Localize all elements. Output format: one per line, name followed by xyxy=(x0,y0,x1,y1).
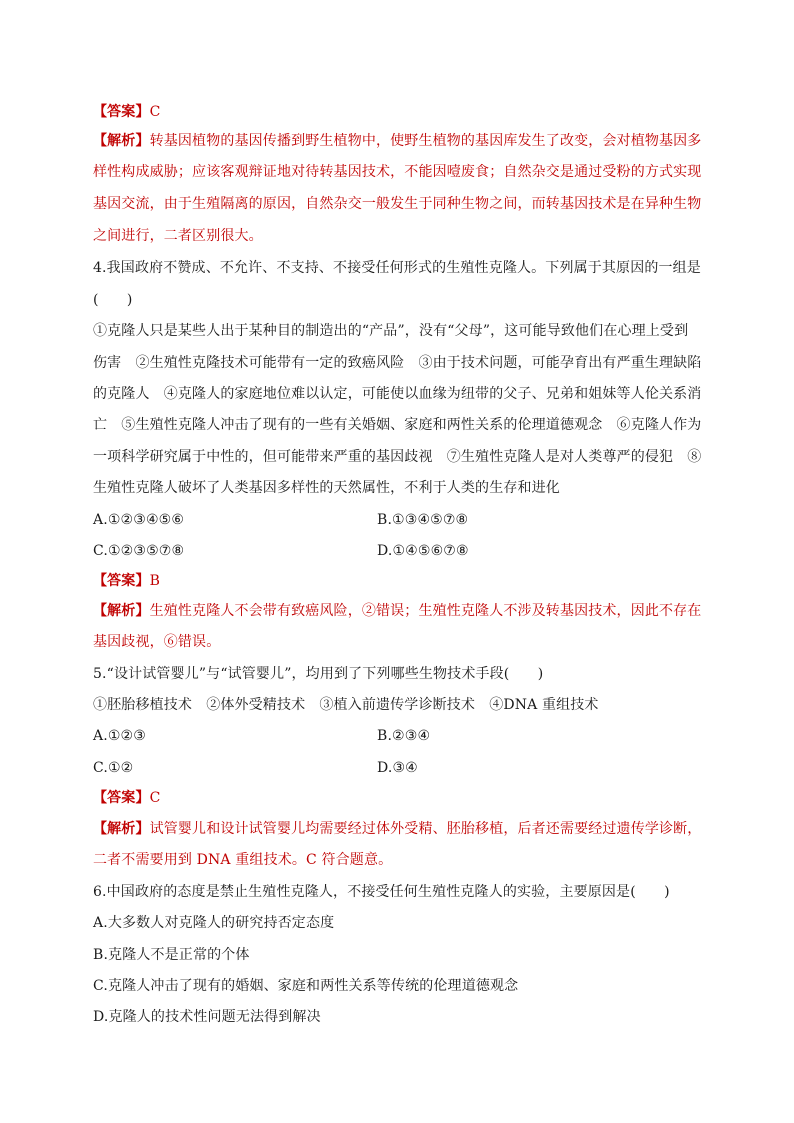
q4-option-a: A.①②③④⑤⑥ xyxy=(93,512,185,528)
q4-stem-line-7: 一项科学研究属于中性的，但可能带来严重的基因歧视 ⑦生殖性克隆人是对人类尊严的侵犯 ⑧ xyxy=(93,449,702,465)
q5-answer-line xyxy=(93,789,705,807)
q6-option-c: C.克隆人冲击了现有的婚姻、家庭和两性关系等传统的伦理道德观念 xyxy=(93,978,519,994)
answer-value: C xyxy=(149,790,161,806)
q6-option-d: D.克隆人的技术性问题无法得到解决 xyxy=(93,1009,321,1025)
q4-stem-line-8: 生殖性克隆人破坏了人类基因多样性的天然属性，不利于人类的生存和进化 xyxy=(93,480,560,496)
q5-stem-line-1: 5.“设计试管婴儿”与“试管婴儿”，均用到了下列哪些生物技术手段( ) xyxy=(93,666,544,682)
answer-value: C xyxy=(149,104,161,120)
q4-analysis-line-2: 基因歧视，⑥错误。 xyxy=(93,634,221,650)
q4-options-row-2 xyxy=(93,542,705,560)
answer-tag: 【答案】 xyxy=(93,790,150,806)
q6-option-b: B.克隆人不是正常的个体 xyxy=(93,947,250,963)
analysis-text: 转基因植物的基因传播到野生植物中，使野生植物的基因库发生了改变，会对植物基因多 xyxy=(149,133,702,149)
q4-stem-line-2: ( ) xyxy=(93,292,133,308)
q5-option-c: C.①② xyxy=(93,760,134,776)
q4-stem-line-4: 伤害 ②生殖性克隆技术可能带有一定的致癌风险 ③由于技术问题，可能孕育出有严重生理缺陷 xyxy=(93,355,702,371)
answer-tag: 【答案】 xyxy=(93,104,150,120)
q4-stem-line-3: ①克隆人只是某些人出于某种目的制造出的“产品”，没有“父母”，这可能导致他们在心理上受到 xyxy=(93,323,689,339)
q4-options-row-1 xyxy=(93,511,705,529)
q4-analysis-line-1 xyxy=(93,602,705,620)
q5-option-b: B.②③④ xyxy=(377,728,431,744)
q5-stem-line-2: ①胚胎移植技术 ②体外受精技术 ③植入前遗传学诊断技术 ④DNA 重组技术 xyxy=(93,697,599,713)
analysis-text: 试管婴儿和设计试管婴儿均需要经过体外受精、胚胎移植，后者还需要经过遗传学诊断， xyxy=(149,821,702,837)
q5-options-row-2 xyxy=(93,759,705,777)
q3-answer-line xyxy=(93,103,705,121)
analysis-tag: 【解析】 xyxy=(93,603,150,619)
q5-options-row-1 xyxy=(93,727,705,745)
q5-option-a: A.①②③ xyxy=(93,728,146,744)
q6-option-a: A.大多数人对克隆人的研究持否定态度 xyxy=(93,915,335,931)
q5-analysis-line-1 xyxy=(93,820,705,838)
q4-stem-line-1: 4.我国政府不赞成、不允许、不支持、不接受任何形式的生殖性克隆人。下列属于其原因的一组是 xyxy=(93,260,701,276)
q4-stem-line-6: 亡 ⑤生殖性克隆人冲击了现有的一些有关婚姻、家庭和两性关系的伦理道德观念 ⑥克隆人作为 xyxy=(93,417,702,433)
answer-tag: 【答案】 xyxy=(93,573,150,589)
q3-analysis-line-1 xyxy=(93,132,705,150)
q4-answer-line xyxy=(93,572,705,590)
q4-option-d: D.①④⑤⑥⑦⑧ xyxy=(377,543,469,559)
q5-option-d: D.③④ xyxy=(377,760,418,776)
q4-option-c: C.①②③⑤⑦⑧ xyxy=(93,543,185,559)
q6-stem: 6.中国政府的态度是禁止生殖性克隆人，不接受任何生殖性克隆人的实验，主要原因是( ) xyxy=(93,884,670,900)
q3-analysis-line-3: 基因交流，由于生殖隔离的原因，自然杂交一般发生于同种生物之间，而转基因技术是在异种生物 xyxy=(93,196,702,212)
analysis-tag: 【解析】 xyxy=(93,133,150,149)
q4-option-b: B.①③④⑤⑦⑧ xyxy=(377,512,469,528)
analysis-tag: 【解析】 xyxy=(93,821,150,837)
q3-analysis-line-4: 之间进行，二者区别很大。 xyxy=(93,228,263,244)
analysis-text: 生殖性克隆人不会带有致癌风险，②错误；生殖性克隆人不涉及转基因技术，因此不存在 xyxy=(149,603,702,619)
q5-analysis-line-2: 二者不需要用到 DNA 重组技术。C 符合题意。 xyxy=(93,852,393,868)
q4-stem-line-5: 的克隆人 ④克隆人的家庭地位难以认定，可能使以血缘为纽带的父子、兄弟和姐妹等人伦关系消 xyxy=(93,386,702,402)
answer-value: B xyxy=(149,573,161,589)
q3-analysis-line-2: 样性构成威胁；应该客观辩证地对待转基因技术，不能因噎废食；自然杂交是通过受粉的方式实现 xyxy=(93,164,702,180)
